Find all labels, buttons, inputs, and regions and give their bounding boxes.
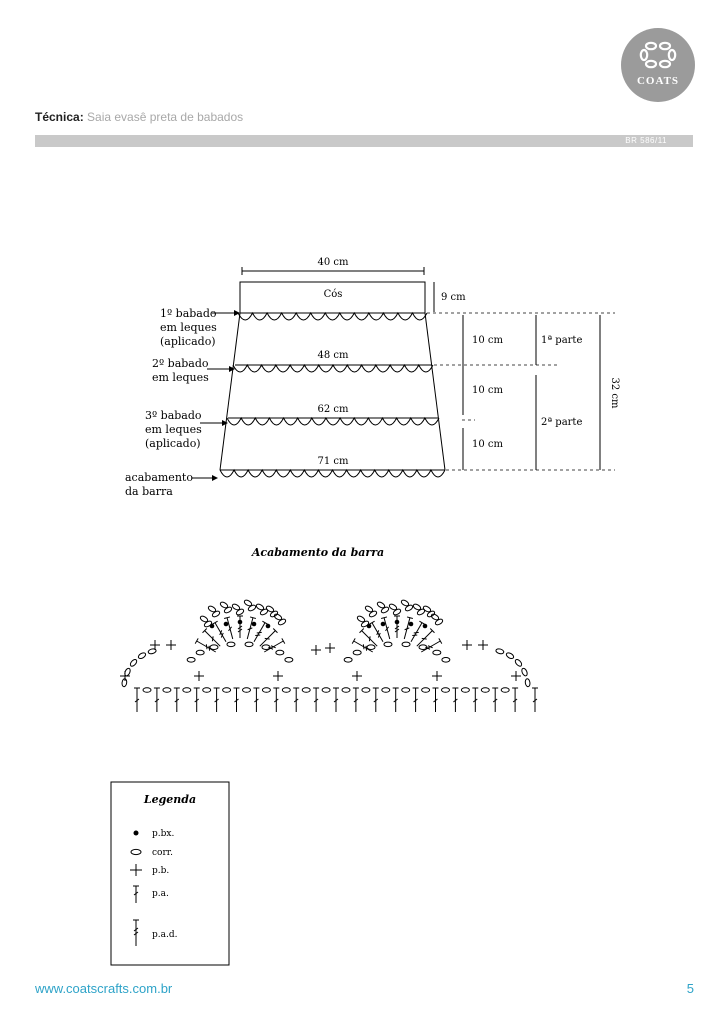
stitch-corr <box>247 604 256 612</box>
stitch-corr <box>143 688 151 693</box>
stitch-pb <box>511 671 521 681</box>
scallop-row-3 <box>227 418 439 425</box>
acabamento-line2: da barra <box>125 485 173 498</box>
babado1-line1: 1º babado <box>160 307 217 320</box>
stitch-corr <box>442 657 450 662</box>
stitch-pb <box>311 645 321 655</box>
stitch-pa <box>413 688 419 712</box>
stitch-corr <box>384 642 392 647</box>
stitch-corr <box>501 688 509 693</box>
dim-part2: 2ª parte <box>541 417 583 428</box>
stitch-corr <box>137 652 146 660</box>
stitch-pbx <box>238 620 243 625</box>
stitch-pa <box>532 688 538 712</box>
stitch-pbx <box>381 622 386 627</box>
stitch-pa <box>214 688 220 712</box>
stitch-corr <box>322 688 330 693</box>
stitch-corr <box>196 650 204 655</box>
stitch-corr <box>495 648 504 655</box>
stitch-pa <box>472 688 478 712</box>
technique-label: Técnica: <box>35 110 84 124</box>
dim-part1: 1ª parte <box>541 335 583 346</box>
stitch-corr <box>402 688 410 693</box>
stitch-pa <box>253 688 259 712</box>
stitch-corr <box>392 608 401 616</box>
dim-seg3: 10 cm <box>472 439 503 450</box>
stitch-corr <box>433 650 441 655</box>
stitch-corr <box>514 658 523 667</box>
stitch-pbx <box>210 624 215 629</box>
stitch-pbx <box>224 622 229 627</box>
stitch-pb <box>150 640 160 650</box>
page-number: 5 <box>686 981 694 996</box>
stitch-pb <box>478 640 488 650</box>
stitch-pad <box>263 638 285 654</box>
stitch-pb <box>194 671 204 681</box>
stitch-pa <box>273 688 279 712</box>
stitch-corr <box>302 688 310 693</box>
stitch-pbx <box>266 624 271 629</box>
stitch-pa <box>381 617 392 640</box>
stitch-pa <box>194 688 200 712</box>
brand-name: COATS <box>636 75 680 87</box>
dim-cos-height: 9 cm <box>441 292 466 303</box>
stitch-corr <box>342 688 350 693</box>
stitch-corr <box>404 604 413 612</box>
legend-double-tall-icon <box>133 920 139 946</box>
stitch-corr <box>380 606 389 614</box>
stitch-pad <box>394 616 400 638</box>
stitch-corr <box>422 688 430 693</box>
stitch-pbx <box>409 622 414 627</box>
stitch-pa <box>244 617 255 640</box>
crochet-chart <box>120 599 538 712</box>
stitch-corr <box>362 688 370 693</box>
legend-label-corr: corr. <box>152 848 173 858</box>
stitch-corr <box>124 667 132 676</box>
footer-url[interactable]: www.coatscrafts.com.br <box>35 981 173 996</box>
dim-seg1: 10 cm <box>472 335 503 346</box>
stitch-pa <box>373 688 379 712</box>
stitch-corr <box>282 688 290 693</box>
dim-seg2: 10 cm <box>472 385 503 396</box>
stitch-pa <box>512 688 518 712</box>
legend-oval-icon <box>131 849 141 854</box>
stitch-pa <box>452 688 458 712</box>
stitch-pb <box>273 671 283 681</box>
legend-tall-icon <box>133 886 139 903</box>
dim-cos: Cós <box>323 289 343 300</box>
stitch-pad <box>352 638 374 654</box>
babado1-line3: (aplicado) <box>160 335 216 348</box>
stitch-corr <box>203 688 211 693</box>
stitch-corr <box>434 618 443 626</box>
stitch-corr <box>227 642 235 647</box>
scallop-row-4 <box>220 470 445 477</box>
stitch-pad <box>195 638 217 654</box>
legend-label-pa: p.a. <box>152 889 169 899</box>
acabamento-line1: acabamento <box>125 471 193 484</box>
stitch-corr <box>353 650 361 655</box>
stitch-corr <box>285 657 293 662</box>
stitch-pa <box>492 688 498 712</box>
stitch-corr <box>367 645 375 650</box>
stitch-pa <box>134 688 140 712</box>
stitch-pbx <box>252 622 257 627</box>
stitch-corr <box>211 610 220 618</box>
stitch-pa <box>393 688 399 712</box>
stitch-corr <box>223 606 232 614</box>
pattern-code: BR 586/11 <box>625 136 667 145</box>
stitch-pb <box>352 671 362 681</box>
stitch-corr <box>525 678 531 687</box>
stitch-pb <box>166 640 176 650</box>
stitch-corr <box>276 650 284 655</box>
babado3-line1: 3º babado <box>145 409 202 422</box>
legend-label-pad: p.a.d. <box>152 930 178 940</box>
stitch-corr <box>187 657 195 662</box>
stitch-corr <box>129 658 138 667</box>
scallop-row-1 <box>238 313 427 320</box>
stitch-pb <box>432 671 442 681</box>
stitch-pa <box>224 617 235 640</box>
stitch-corr <box>442 688 450 693</box>
dim-62: 62 cm <box>317 404 349 415</box>
stitch-corr <box>382 688 390 693</box>
stitch-pb <box>462 640 472 650</box>
stitch-corr <box>210 645 218 650</box>
babado3-line2: em leques <box>145 423 202 436</box>
stitch-pa <box>333 688 339 712</box>
dim-top-width: 40 cm <box>317 257 349 268</box>
legend-plus-icon <box>130 864 142 876</box>
stitch-corr <box>368 610 377 618</box>
stitch-pa <box>293 688 299 712</box>
stitch-pad <box>420 638 442 654</box>
stitch-corr <box>344 657 352 662</box>
stitch-corr <box>245 642 253 647</box>
legend-title: Legenda <box>143 793 197 806</box>
legend-label-pbx: p.bx. <box>152 829 175 839</box>
scallop-row-2 <box>233 365 433 372</box>
pattern-title: Acabamento da barra <box>251 546 385 559</box>
legend-dot-icon <box>134 831 139 836</box>
stitch-pa <box>234 688 240 712</box>
stitch-corr <box>505 652 514 660</box>
stitch-pa <box>433 688 439 712</box>
stitch-pb <box>325 643 335 653</box>
babado3-line3: (aplicado) <box>145 437 201 450</box>
stitch-pbx <box>395 620 400 625</box>
babado2-line1: 2º babado <box>152 357 209 370</box>
stitch-corr <box>521 667 529 676</box>
dim-71: 71 cm <box>317 456 349 467</box>
stitch-pbx <box>367 624 372 629</box>
stitch-corr <box>122 678 128 687</box>
stitch-pa <box>353 688 359 712</box>
stitch-pa <box>174 688 180 712</box>
babado2-line2: em leques <box>152 371 209 384</box>
dim-48: 48 cm <box>317 350 349 361</box>
stitch-pad <box>237 616 243 638</box>
dim-total: 32 cm <box>609 377 620 409</box>
technique-value: Saia evasê preta de babados <box>87 110 244 124</box>
stitch-pa <box>154 688 160 712</box>
stitch-corr <box>235 608 244 616</box>
babado1-line2: em leques <box>160 321 217 334</box>
stitch-corr <box>243 688 251 693</box>
stitch-corr <box>163 688 171 693</box>
stitch-corr <box>461 688 469 693</box>
stitch-corr <box>183 688 191 693</box>
stitch-corr <box>223 688 231 693</box>
stitch-corr <box>262 688 270 693</box>
stitch-pa <box>313 688 319 712</box>
stitch-corr <box>402 642 410 647</box>
stitch-corr <box>481 688 489 693</box>
legend-label-pb: p.b. <box>152 866 170 876</box>
stitch-pa <box>401 617 412 640</box>
stitch-corr <box>277 618 286 626</box>
stitch-pbx <box>423 624 428 629</box>
